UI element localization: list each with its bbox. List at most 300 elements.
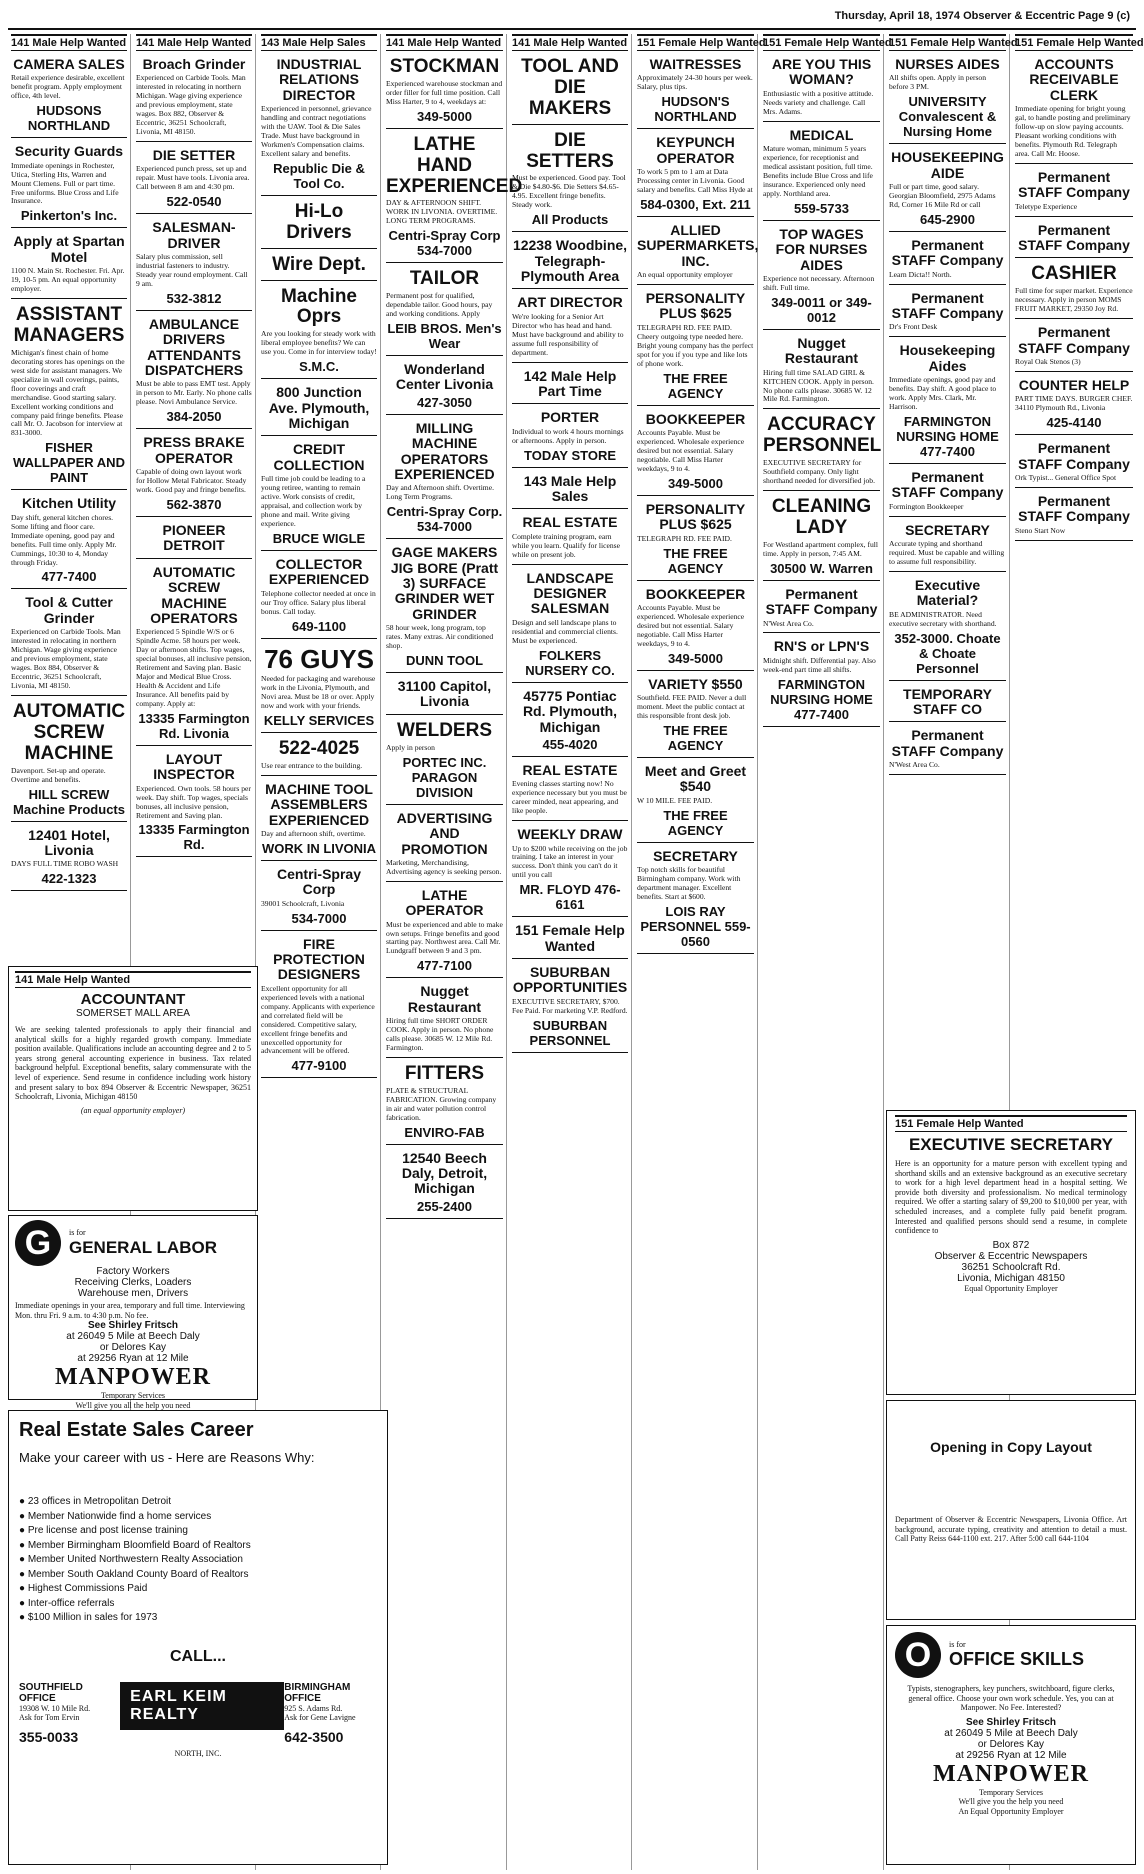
ad-headline: RN'S or LPN'S: [773, 638, 870, 655]
classified-ad: [763, 412, 880, 491]
classified-ad: [261, 934, 377, 1079]
ad-subtitle: SOMERSET MALL AREA: [76, 1008, 190, 1019]
classified-ad: [889, 235, 1006, 285]
classified-ad: [261, 54, 377, 196]
ad-body: Experienced 5 Spindle W/S or 6 Spindle Acme. 58 hours per week. Day or afternoon shifts. Top wages, special bonuses, all inclusive pension, Retirement and Saving plan. Basic Major and Medical Blue Cross. Health & Accident and Life Insurance. All benefits paid by company. Apply at:: [136, 627, 252, 708]
ad-headline: SECRETARY: [905, 521, 990, 538]
classified-ad: [512, 512, 628, 564]
classified-ad: [1015, 220, 1133, 259]
classified-ad: [1015, 54, 1133, 164]
tagline-1: Temporary Services: [978, 1787, 1044, 1797]
ad-body: BE ADMINISTRATOR. Need executive secretary with shorthand.: [889, 609, 997, 628]
classified-ad: [261, 642, 377, 733]
address-1: at 26049 5 Mile at Beech Daly: [66, 1331, 200, 1343]
classified-ad: [512, 128, 628, 233]
ad-headline: LATHE OPERATOR: [405, 886, 484, 919]
ad-headline: COUNTER HELP: [1018, 376, 1130, 393]
classified-ad: [1015, 261, 1133, 319]
ad-body: Telephone collector needed at once in our Troy office. Salary plus liberal bonus. Call today.: [261, 588, 376, 616]
ad-headline: INDUSTRIAL RELATIONS DIRECTOR: [276, 56, 362, 103]
classified-ad: [763, 224, 880, 330]
column-5: [509, 34, 632, 1870]
ad-body: Experienced. Own tools. 58 hours per week. Day shift. Top wages, specials bonuses, all inclusive pension, Retirement and Saving plan.: [136, 783, 251, 820]
classified-ad: [1015, 322, 1133, 372]
ad-body: Permanent post for qualified, dependable tailor. Good hours, pay and working conditions. Apply: [386, 291, 493, 319]
ad-headline: Permanent STAFF Company: [1018, 440, 1130, 472]
ad-headline: MILLING MACHINE OPERATORS EXPERIENCED: [394, 419, 495, 482]
reason-item: ● 23 offices in Metropolitan Detroit: [19, 1495, 377, 1510]
reason-item: ● Member South Oakland County Board of Realtors: [19, 1568, 377, 1583]
section-head: 141 Male Help Wanted: [15, 971, 251, 988]
ad-headline: DIE SETTER: [152, 147, 236, 164]
reason-item: ● $100 Million in sales for 1973: [19, 1611, 377, 1626]
box-number: Box 872: [992, 1239, 1030, 1251]
ad-contact: PORTEC INC. PARAGON DIVISION: [402, 754, 487, 800]
ad-headline: PRESS BRAKE OPERATOR: [143, 434, 245, 466]
dateline: Thursday, April 18, 1974 Observer & Eccentric Page 9 (c): [834, 10, 1130, 22]
ad-headline: 31100 Capitol, Livonia: [397, 678, 492, 710]
column-6: [634, 34, 766, 1870]
ad-body: Experienced on Carbide Tools. Man interested in relocating in northern Michigan. Wage giving experience and previous employment, state wages. Box 884, Observer & Eccentric, 36251 Schoolcraft, Livonia, MI 48150.: [11, 627, 121, 690]
ad-body: Accounts Payable. Must be experienced. Wholesale experience desired but not essential. Salary negotiable. Call Miss Harter weekdays, 9 to 4.: [637, 602, 745, 648]
address-1: Observer & Eccentric Newspapers: [934, 1250, 1088, 1262]
call-label: CALL...: [170, 1647, 226, 1665]
classified-ad: [261, 779, 377, 861]
ad-contact: ENVIRO-FAB: [404, 1124, 485, 1140]
ad-headline: Meet and Greet $540: [644, 762, 747, 795]
ad-headline: ALLIED SUPERMARKETS, INC.: [637, 221, 759, 269]
line-3: Warehouse men, Drivers: [77, 1288, 189, 1299]
manpower-logo: MANPOWER: [55, 1364, 211, 1391]
classified-ad: [889, 575, 1006, 681]
ad-headline: CREDIT COLLECTION: [273, 441, 365, 473]
column-header: 141 Male Help Wanted: [11, 34, 127, 51]
masthead: [8, 6, 1136, 30]
ad-body: Accurate typing and shorthand required. Must be capable and willing to assume full responsibility.: [889, 539, 1005, 567]
ad-headline: REAL ESTATE: [522, 761, 618, 778]
ad-body: Full time for super market. Experience necessary. Apply in person MOMS FRUIT MARKET, 29350 Joy Rd.: [1015, 286, 1133, 314]
classified-ad: [261, 554, 377, 639]
ad-headline: SUBURBAN OPPORTUNITIES: [512, 964, 628, 996]
ad-contact: 477-9100: [291, 1058, 347, 1074]
ad-headline: MEDICAL: [789, 126, 854, 143]
classified-ad: [386, 718, 503, 805]
ad-contact: Pinkerton's Inc.: [20, 208, 118, 224]
ad-headline: TEMPORARY STAFF CO: [903, 685, 992, 718]
ad-body: We are seeking talented professionals to apply their financial and analytical skills for a highly regarded growth company. Immediate position available. Qualifications include an accounting degree and 2 to 5 years strong general accounting experience in business. Tax related background helpful. Exceptional benefits, salary commensurate with the level of experience. Send resume in confidence including work history and present salary to box 894 Observer & Eccentric Newspaper, 36251 Schoolcraft, Livonia, Michigan 48150: [15, 1025, 251, 1102]
classified-ad: [261, 864, 377, 931]
ad-headline: GAGE MAKERS JIG BORE (Pratt 3) SURFACE GRINDER WET GRINDER: [390, 544, 499, 622]
ad-headline: BOOKKEEPER: [645, 585, 746, 602]
classified-ad: [386, 676, 503, 715]
ad-body: Formington Bookkeeper: [889, 501, 964, 511]
ad-contact: 349-5000: [417, 108, 472, 124]
ad-headline: PORTER: [540, 409, 600, 426]
ad-headline: Nugget Restaurant: [407, 983, 482, 1015]
tagline-3: An Equal Opportunity Employer: [958, 1806, 1064, 1816]
classified-ad: [889, 54, 1006, 144]
ad-headline: NURSES AIDES: [895, 56, 1000, 72]
classified-ad: [637, 288, 754, 406]
address-2: or Delores Kay: [99, 1342, 167, 1354]
address-3: at 29256 Ryan at 12 Mile: [955, 1749, 1067, 1761]
classified-ad: [763, 494, 880, 581]
ad-contact: MR. FLOYD 476-6161: [519, 882, 621, 913]
ad-headline: WELDERS: [397, 719, 492, 741]
ad-body: Experience not necessary. Afternoon shift. Full time.: [763, 273, 875, 292]
ad-body: Day shift, general kitchen chores. Some lifting and floor care. Immediate opening, good pay and benefits. Full time only. Apply Mr. Cummings, 10:30 to 4, Monday through Friday.: [11, 512, 117, 567]
column-header: 151 Female Help Wanted: [763, 34, 880, 51]
ad-body: Davenport. Set-up and operate. Overtime and benefits.: [11, 765, 106, 784]
classified-ad: [11, 302, 127, 490]
ad-headline: Wire Dept.: [272, 253, 366, 275]
classified-ad: [261, 252, 377, 281]
ad-headline: HOUSEKEEPING AIDE: [891, 149, 1004, 181]
ad-body: PLATE & STRUCTURAL FABRICATION. Growing company in air and water pollution control fabrication.: [386, 1085, 497, 1122]
ad-contact: 645-2900: [920, 211, 975, 227]
ad-headline: STOCKMAN: [389, 56, 500, 77]
ad-contact: BRUCE WIGLE: [272, 530, 366, 546]
ad-body: Up to $200 while receiving on the job training. I take an interest in your success. Don't think you can't do it until you call: [512, 843, 628, 880]
classified-ad: [136, 562, 252, 746]
classified-ad: [637, 761, 754, 843]
executive-secretary-ad: [886, 1110, 1136, 1395]
ad-contact: HUDSONS NORTHLAND: [27, 103, 111, 134]
ad-body: Ork Typist... General Office Spot: [1015, 472, 1117, 482]
reason-item: ● Member Birmingham Bloomfield Board of Realtors: [19, 1539, 377, 1554]
ad-contact: LEIB BROS. Men's Wear: [387, 321, 502, 352]
classified-ad: [637, 132, 754, 217]
ad-contact: S.M.C.: [299, 359, 339, 375]
classified-ad: [512, 760, 628, 821]
classified-ad: [1015, 167, 1133, 217]
ad-contact: 349-5000: [668, 650, 723, 666]
classified-ad: [512, 920, 628, 959]
classified-ad: [261, 736, 377, 776]
ad-headline: AUTOMATIC SCREW MACHINE OPERATORS: [150, 563, 238, 626]
ad-headline: REAL ESTATE: [522, 514, 618, 531]
ad-body: DAY & AFTERNOON SHIFT. WORK IN LIVONIA. OVERTIME. LONG TERM PROGRAMS.: [386, 198, 498, 226]
ad-body: Capable of doing own layout work for Hollow Metal Fabricator. Steady work. Good pay and fringe benefits.: [136, 467, 247, 495]
ad-contact: 13335 Farmington Rd. Livonia: [138, 710, 250, 741]
ad-headline: TAILOR: [409, 268, 480, 290]
ad-headline: 142 Male Help Part Time: [523, 367, 617, 399]
classified-ad: [261, 439, 377, 551]
ad-headline: 12540 Beech Daly, Detroit, Michigan: [401, 1149, 488, 1197]
classified-ad: [11, 699, 127, 822]
classified-ad: [637, 54, 754, 129]
classified-ad: [386, 359, 503, 415]
ad-body: N'West Area Co.: [763, 618, 814, 628]
ad-headline: Permanent STAFF Company: [891, 236, 1004, 269]
classified-ad: [136, 54, 252, 142]
ad-headline: CLEANING LADY: [771, 496, 872, 538]
ad-body: Evening classes starting now! No experience necessary but you must be career minded, neat appearing, and like people.: [512, 779, 627, 816]
general-labor-ad: [8, 1215, 258, 1410]
column-7: [760, 34, 892, 1870]
ad-body: Midnight shift. Differential pay. Also week-end part time all shifts.: [763, 655, 876, 674]
ad-contact: 559-5733: [794, 200, 849, 216]
ad-headline: COLLECTOR EXPERIENCED: [268, 555, 370, 588]
classified-ad: [386, 808, 503, 882]
ad-body: Hiring full time SALAD GIRL & KITCHEN COOK. Apply in person. No phone calls please. 30685 W. 12 Mile Rd. Farmington.: [763, 367, 874, 404]
ad-headline: DIE SETTERS: [526, 129, 614, 172]
classified-ad: [136, 432, 252, 517]
column-header: 151 Female Help Wanted: [1015, 34, 1133, 51]
classified-ad: [637, 220, 759, 285]
classified-ad: [386, 981, 503, 1058]
classified-ad: [136, 217, 252, 311]
ad-contact: DUNN TOOL: [405, 653, 484, 669]
ad-contact: FARMINGTON NURSING HOME 477-7400: [896, 414, 999, 459]
address-2: or Delores Kay: [977, 1738, 1045, 1750]
classified-ad: [763, 125, 880, 221]
ad-body: Complete training program, earn while you learn. Qualify for license while on present job.: [512, 531, 620, 559]
ad-contact: 352-3000. Choate & Choate Personnel: [894, 630, 1001, 676]
ad-title: ACCOUNTANT: [80, 991, 186, 1008]
ad-body: Department of Observer & Eccentric Newspapers, Livonia Office. Art background, accurate typing, creativity and attention to detail a must. Call Patty Reiss 644-1100 ext. 217. After 5:00 call 644-1104: [895, 1515, 1127, 1544]
classified-ad: [889, 288, 1006, 338]
ad-headline: WEEKLY DRAW: [517, 826, 623, 843]
earl-keim-logo: EARL KEIM REALTY: [120, 1682, 284, 1730]
ad-headline: Permanent STAFF Company: [891, 727, 1004, 759]
classified-ad: [386, 1061, 503, 1145]
office-1-phone: 355-0033: [19, 1728, 79, 1745]
classified-ad: [11, 231, 127, 299]
eoe-note: Equal Opportunity Employer: [964, 1283, 1058, 1293]
ad-body: Enthusiastic with a positive attitude. Needs variety and challenge. Call Mrs. Adams.: [763, 88, 874, 116]
ad-headline: Kitchen Utility: [21, 495, 117, 512]
ad-body: Must be experienced and able to make own setups. Fringe benefits and good starting pay. Northwest area. Call Mr. Lundgraff between 9 and 3 pm.: [386, 919, 503, 956]
ad-body: We're looking for a Senior Art Director who has head and hand. Must have background and ability to assume full responsibility of department.: [512, 311, 624, 357]
ad-headline: SALESMAN-DRIVER: [152, 219, 236, 251]
ad-body: Retail experience desirable, excellent benefit program. Apply employment office, 4th level.: [11, 73, 125, 101]
ad-contact: THE FREE AGENCY: [663, 807, 728, 838]
line-1: Factory Workers: [96, 1266, 170, 1277]
ad-headline: Permanent STAFF Company: [1018, 492, 1130, 525]
reason-item: ● Inter-office referrals: [19, 1597, 377, 1612]
ad-headline: 12401 Hotel, Livonia: [28, 826, 110, 858]
office-skills-ad: [886, 1625, 1136, 1865]
classified-ad: [512, 407, 628, 467]
ad-body: An equal opportunity employer: [637, 270, 733, 280]
classified-ad: [11, 825, 127, 892]
ad-body: Must be experienced. Good pay. Tool & Die $4.80-$6. Die Setters $4.65-4.95. Excellent fringe benefits. Steady work.: [512, 173, 626, 210]
ad-contact: LOIS RAY PERSONNEL 559-0560: [640, 903, 751, 949]
tagline-2: We'll give you the help you need: [958, 1797, 1064, 1807]
ad-headline: AMBULANCE DRIVERS ATTENDANTS DISPATCHERS: [144, 315, 244, 379]
ad-headline: Broach Grinder: [142, 56, 246, 72]
ad-headline: LATHE HAND EXPERIENCED: [386, 133, 523, 197]
classified-ad: [1015, 438, 1133, 488]
ad-contact: 255-2400: [417, 1198, 472, 1214]
accountant-ad: [8, 966, 258, 1211]
classified-ad: [386, 54, 503, 129]
column-header: 151 Female Help Wanted: [637, 34, 754, 51]
ad-body: Full time job could be leading to a young retiree, wanting to remain active. Work consists of credit, appraisal, and collection work by phone and mail. Write giving experience.: [261, 474, 366, 528]
ad-contact: HILL SCREW Machine Products: [13, 786, 125, 817]
ad-body: Steno Start Now: [1015, 525, 1066, 535]
column-header: 141 Male Help Wanted: [512, 34, 628, 51]
ad-body: DAYS FULL TIME ROBO WASH: [11, 859, 119, 869]
ad-headline: ACCOUNTS RECEIVABLE CLERK: [1029, 56, 1119, 103]
classified-ad: [763, 636, 880, 726]
ad-contact: THE FREE AGENCY: [663, 370, 728, 401]
ad-title: OFFICE SKILLS: [949, 1649, 1084, 1670]
ad-contact: 584-0300, Ext. 211: [640, 196, 751, 212]
ad-body: TELEGRAPH RD. FEE PAID. Cheery outgoing type needed here. Bright young company has the perfect spot for you if you type and like lots of phone work.: [637, 322, 754, 368]
ad-body: Needed for packaging and warehouse work in the Livonia, Plymouth, and Novi area. Must be 18 or over. Apply now and work with your friends.: [261, 674, 376, 710]
ad-body: N'West Area Co.: [889, 760, 940, 770]
office-2: BIRMINGHAM OFFICE: [284, 1681, 351, 1704]
ad-headline: ARE YOU THIS WOMAN?: [771, 56, 872, 88]
ad-headline: Nugget Restaurant: [784, 334, 859, 367]
classified-ad: [889, 340, 1006, 464]
ad-headline: Permanent STAFF Company: [765, 585, 878, 618]
ad-body: Experienced on Carbide Tools. Man interested in relocating in northern Michigan. Wage giving experience and previous employment, state wages. Box 882, Observer & Eccentric, 36251 Schoolcraft, Livonia, MI 48150.: [136, 73, 246, 137]
ad-contact: FOLKERS NURSERY CO.: [525, 647, 615, 678]
contact: See Shirley Fritsch: [965, 1716, 1057, 1728]
ad-body: Full or part time, good salary. Georgian Bloomfield, 2975 Adams Rd, Corner 16 Mile Rd or call: [889, 182, 996, 209]
ad-body: Teletype Experience: [1015, 201, 1078, 211]
ad-body: Apply in person: [386, 742, 435, 752]
classified-ad: [763, 333, 880, 410]
line-2: Receiving Clerks, Loaders: [74, 1277, 192, 1288]
ad-headline: PIONEER DETROIT: [162, 521, 226, 554]
ad-contact: Republic Die & Tool Co.: [273, 160, 365, 191]
column-header: 141 Male Help Wanted: [386, 34, 503, 51]
ad-contact: Centri-Spray Corp 534-7000: [388, 228, 501, 259]
tagline-2: We'll give you all the help you need: [75, 1400, 191, 1410]
ad-contact: HUDSON'S NORTHLAND: [654, 94, 737, 125]
ad-body: For Westland apartment complex, full time. Apply in person, 7:45 AM.: [763, 539, 879, 558]
ad-headline: 76 GUYS: [264, 643, 374, 674]
classified-ad: [261, 199, 377, 249]
classified-ad: [11, 493, 127, 589]
ad-contact: 534-7000: [291, 910, 347, 926]
ad-contact: 427-3050: [417, 394, 472, 410]
ad-contact: UNIVERSITY Convalescent & Nursing Home: [898, 94, 997, 140]
ad-body: Immediate opening for bright young gal, to handle posting and preliminary follow-up on slow paying accounts. Pleasant working conditions with benefits. Plymouth Rd. Telegraph area. Call Mr. Hoose.: [1015, 104, 1131, 158]
ad-body: Top notch skills for beautiful Birmingham company. Work with department manager. Excellent benefits. Start at $600.: [637, 865, 741, 901]
ad-contact: 532-3812: [166, 290, 222, 306]
ad-body: Marketing, Merchandising, Advertising agency is seeking person.: [386, 857, 502, 876]
ad-body: TELEGRAPH RD. FEE PAID.: [637, 533, 732, 543]
ad-body: Use rear entrance to the building.: [261, 760, 363, 770]
column-header: 143 Male Help Sales: [261, 34, 377, 51]
classified-ad: [136, 520, 252, 559]
ad-body: Immediate openings in Rochester, Utica, Sterling Hts, Warren and Mount Clemens. Full or part time. Free uniforms. Blue Cross and Life Insurance.: [11, 160, 119, 206]
reason-item: ● Highest Commissions Paid: [19, 1582, 377, 1597]
classified-ad: [889, 520, 1006, 572]
ad-headline: TOP WAGES FOR NURSES AIDES: [775, 225, 868, 273]
ad-headline: Permanent STAFF Company: [891, 469, 1004, 501]
ad-contact: 384-2050: [166, 409, 222, 425]
ad-body: Must be able to pass EMT test. Apply in person to Mr. Early. No phone calls please. Novi Ambulance Service.: [136, 379, 252, 407]
ad-body: 39001 Schoolcraft, Livonia: [261, 898, 345, 908]
address-3: at 29256 Ryan at 12 Mile: [77, 1353, 189, 1365]
ad-contact: TODAY STORE: [524, 447, 616, 463]
ad-body: 1100 N. Main St. Rochester. Fri. Apr. 19, 10-5 pm. An equal opportunity employer.: [11, 266, 125, 294]
classified-ad: [261, 382, 377, 436]
ad-body: Day and afternoon shift, overtime.: [261, 828, 366, 838]
ad-title: GENERAL LABOR: [69, 1237, 217, 1257]
real-estate-career-ad: [8, 1410, 388, 1865]
ad-headline: AUTOMATIC SCREW MACHINE: [12, 700, 126, 764]
ad-headline: ACCURACY PERSONNEL: [763, 414, 882, 457]
tagline-1: Temporary Services: [100, 1391, 166, 1401]
manpower-logo: MANPOWER: [933, 1760, 1089, 1787]
classified-ad: [386, 542, 503, 673]
ad-body: PART TIME DAYS. BURGER CHEF. 34110 Plymouth Rd., Livonia: [1015, 394, 1133, 413]
address-1: at 26049 5 Mile at Beech Daly: [944, 1727, 1078, 1739]
ad-headline: KEYPUNCH OPERATOR: [656, 134, 735, 166]
ad-body: Experienced in personnel, grievance handling and contract negotiations with the UAW. Tool & Die Sales Trade. Must have background in Workmen's Compensation claims. Excellent salary and benefits.: [261, 104, 372, 158]
classified-ad: [386, 132, 523, 264]
ad-headline: Security Guards: [14, 143, 124, 160]
ad-contact: FISHER WALLPAPER AND PAINT: [13, 440, 125, 486]
classified-ad: [889, 467, 1006, 517]
ad-body: Accounts Payable. Must be experienced. Wholesale experience desired but not essential. Salary negotiable. Call Miss Harter weekdays, 9 to 4.: [637, 428, 745, 473]
ad-headline: 12238 Woodbine, Telegraph-Plymouth Area: [512, 237, 628, 285]
classified-ad: [763, 584, 880, 634]
classified-ad: [386, 1148, 503, 1219]
ad-body: Approximately 24-30 hours per week. Salary, plus tips.: [637, 73, 753, 92]
ad-contact: 422-1323: [41, 871, 97, 887]
ad-contact: THE FREE AGENCY: [663, 545, 728, 576]
ad-contact: FARMINGTON NURSING HOME 477-7400: [770, 676, 873, 722]
classified-ad: [386, 885, 503, 979]
classified-ad: [386, 418, 503, 539]
classified-ad: [637, 499, 754, 581]
ad-headline: Apply at Spartan Motel: [13, 233, 125, 265]
ad-body: Dr's Front Desk: [889, 322, 938, 332]
ad-contact: 349-5000: [668, 475, 723, 491]
reason-item: ● Member United Northwestern Realty Association: [19, 1553, 377, 1568]
ad-contact: 562-3870: [166, 496, 222, 512]
ad-headline: 45775 Pontiac Rd. Plymouth, Michigan: [522, 687, 618, 735]
isfor-label: is for: [69, 1228, 86, 1238]
ad-contact: 425-4140: [1046, 415, 1102, 431]
ad-headline: PERSONALITY PLUS $625: [645, 290, 746, 322]
ad-body: Michigan's finest chain of home decorating stores has openings on the west side for assistant managers. We specialize in wall coverings, paints, floor coverings and craft merchandise. Good starting salary. Excellent working conditions and company paid fringe benefits. Please call Mr. O. Jacobson for interview at 831-3000.: [11, 347, 125, 438]
ad-headline: Centri-Spray Corp: [276, 865, 362, 898]
ad-body: EXECUTIVE SECRETARY, $700. Fee Paid. For marketing V.P. Redford.: [512, 996, 628, 1015]
ad-title: Opening in Copy Layout: [930, 1439, 1092, 1455]
contact: See Shirley Fritsch: [87, 1320, 179, 1332]
ad-body: Typists, stenographers, key punchers, switchboard, figure clerks, general office. Choose your own work schedule. Yes, you can at Manpower. No Fee. Interested?: [907, 1684, 1115, 1713]
ad-headline: BOOKKEEPER: [645, 410, 746, 427]
classified-ad: [512, 54, 628, 125]
ad-headline: TOOL AND DIE MAKERS: [521, 56, 619, 119]
ad-body: Individual to work 4 hours mornings or afternoons. Apply in person.: [512, 426, 624, 445]
ad-body: Day and Afternoon shift. Overtime. Long Term Programs.: [386, 483, 494, 502]
office-1-contact: Ask for Tom Ervin: [19, 1713, 80, 1723]
ad-body: EXECUTIVE SECRETARY for Southfield company. Only light shorthand needed for diversified job.: [763, 458, 875, 486]
ad-headline: SECRETARY: [653, 847, 738, 864]
eoe-note: (an equal opportunity employer): [80, 1105, 186, 1115]
ad-headline: Permanent STAFF Company: [1018, 221, 1130, 254]
copy-layout-ad: [886, 1400, 1136, 1620]
classified-ad: [512, 366, 628, 405]
classified-ad: [136, 145, 252, 214]
ad-headline: CAMERA SALES: [13, 56, 125, 72]
isfor-label: is for: [949, 1639, 966, 1649]
classified-ad: [1015, 491, 1133, 541]
ad-contact: KELLY SERVICES: [263, 712, 375, 728]
ad-headline: PERSONALITY PLUS $625: [645, 500, 746, 533]
ad-headline: Executive Material?: [914, 576, 981, 609]
